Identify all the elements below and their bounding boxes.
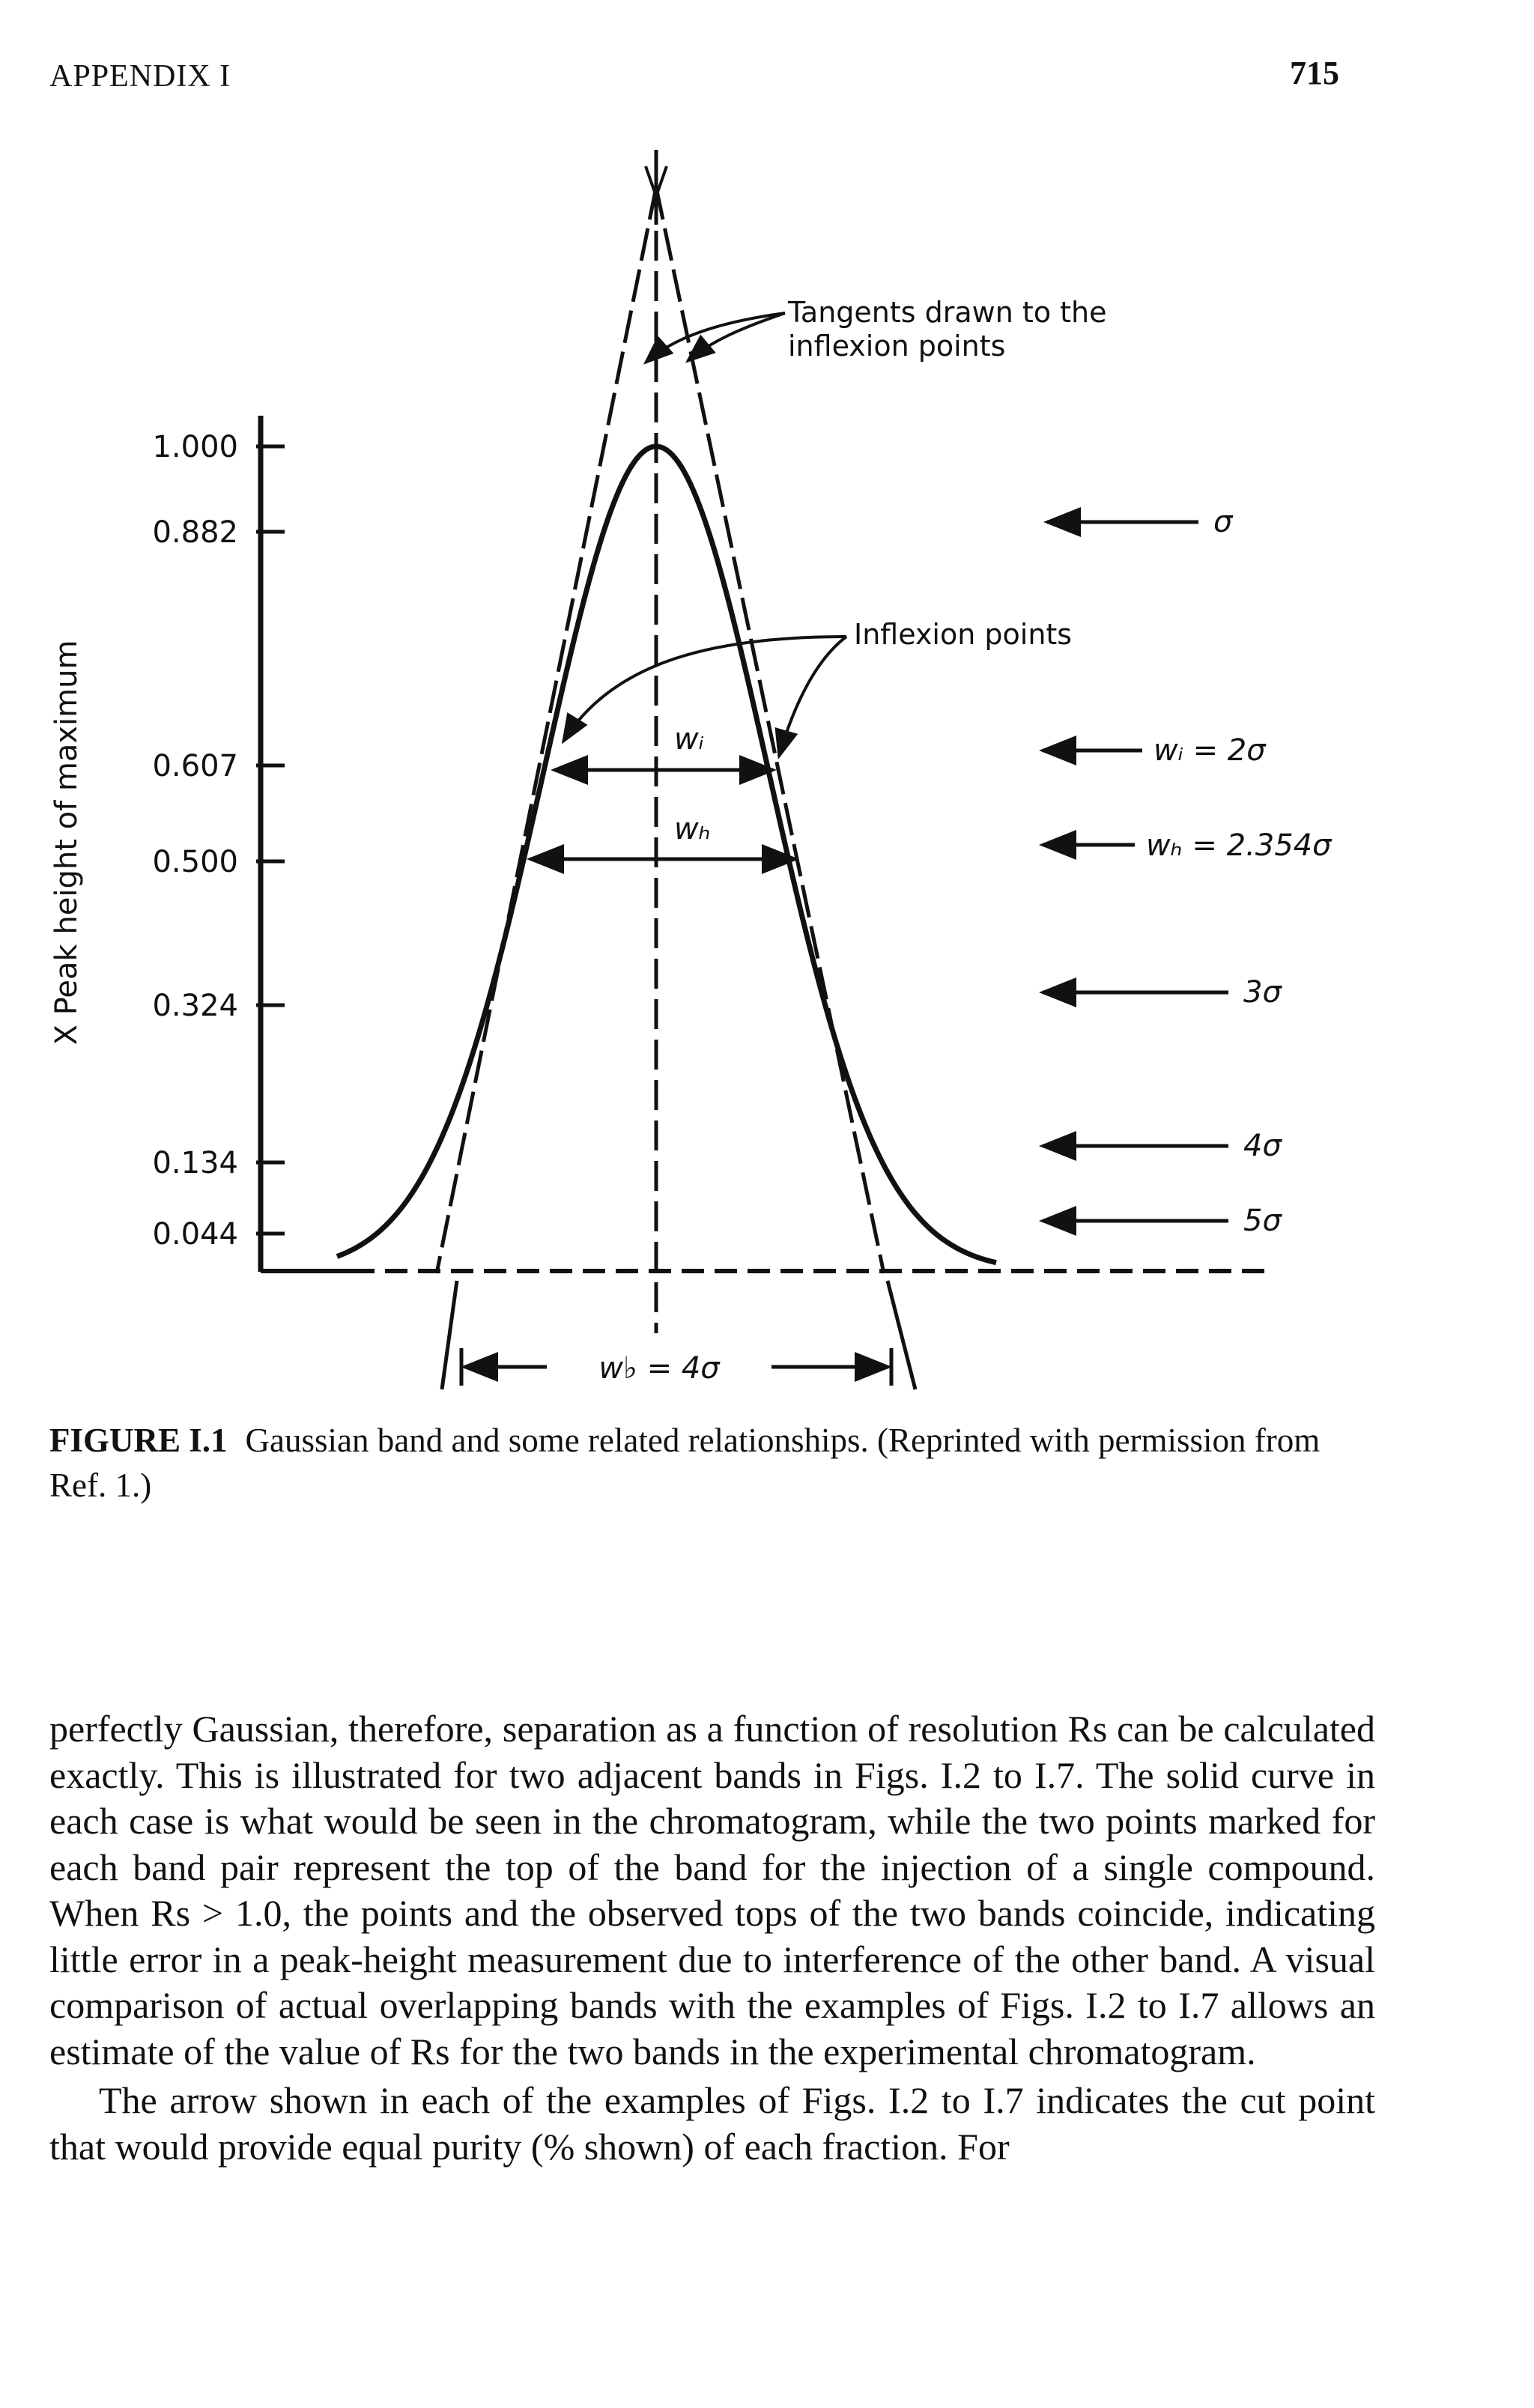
figure-caption: [49, 1418, 1368, 1508]
sigma-label: σ: [1213, 505, 1233, 539]
paragraph: The arrow shown in each of the examples of Figs. I.2 to I.7 indicates the cut point that would provide equal purity (% shown) of each fraction. For: [49, 2079, 1375, 2168]
y-tick-label: 1.000: [152, 430, 238, 464]
gaussian-curve: [337, 446, 996, 1263]
tangents-annotation-line2: inflexion points: [788, 330, 1006, 363]
y-tick-label: 0.500: [152, 845, 238, 879]
5sigma-label: 5σ: [1243, 1204, 1282, 1238]
figure-caption-text: Gaussian band and some related relationships. (Reprinted with permission from Ref. 1.): [49, 1422, 1321, 1504]
y-axis-label: X Peak height of maximum: [49, 640, 84, 1046]
figure-caption-label: FIGURE I.1: [49, 1422, 228, 1459]
inflexion-annotation: Inflexion points: [854, 618, 1073, 651]
wh-relation-label: wₕ = 2.354σ: [1146, 828, 1332, 863]
running-head: APPENDIX I: [49, 59, 231, 94]
y-tick-label: 0.134: [152, 1146, 238, 1180]
3sigma-label: 3σ: [1243, 975, 1282, 1010]
wb-label: w♭ = 4σ: [598, 1351, 720, 1386]
tangent-extension-left: [442, 1281, 457, 1389]
wi-label: wᵢ: [674, 722, 704, 756]
body-text: [49, 1706, 1375, 2170]
wi-relation-label: wᵢ = 2σ: [1153, 733, 1266, 768]
inflexion-pointer-2: [779, 637, 846, 756]
y-tick-label: 0.324: [152, 989, 238, 1023]
y-tick-label: 0.044: [152, 1217, 238, 1252]
4sigma-label: 4σ: [1243, 1129, 1282, 1163]
tangents-annotation-line1: Tangents drawn to the: [788, 296, 1107, 329]
page-number: 715: [1290, 55, 1339, 91]
wh-label: wₕ: [674, 812, 711, 846]
y-tick-label: 0.607: [152, 749, 238, 783]
paragraph: perfectly Gaussian, therefore, separation as a function of resolution Rs can be calculated exactly. This is illustrated for two adjacent bands in Figs. I.2 to I.7. The solid curve in each case is what would be seen in the chromatogram, while the two points marked for each band pair represent the top of the band for the injection of a single compound. When Rs > 1.0, the points and the observed tops of the two bands coincide, indicating little error in a peak-height measurement due to interference of the other band. A visual comparison of actual overlapping bands with the examples of Figs. I.2 to I.7 allows an estimate of the value of Rs for the two bands in the experimental chromatogram.: [49, 1708, 1375, 2072]
tangent-left: [437, 187, 656, 1273]
y-tick-label: 0.882: [152, 515, 238, 550]
